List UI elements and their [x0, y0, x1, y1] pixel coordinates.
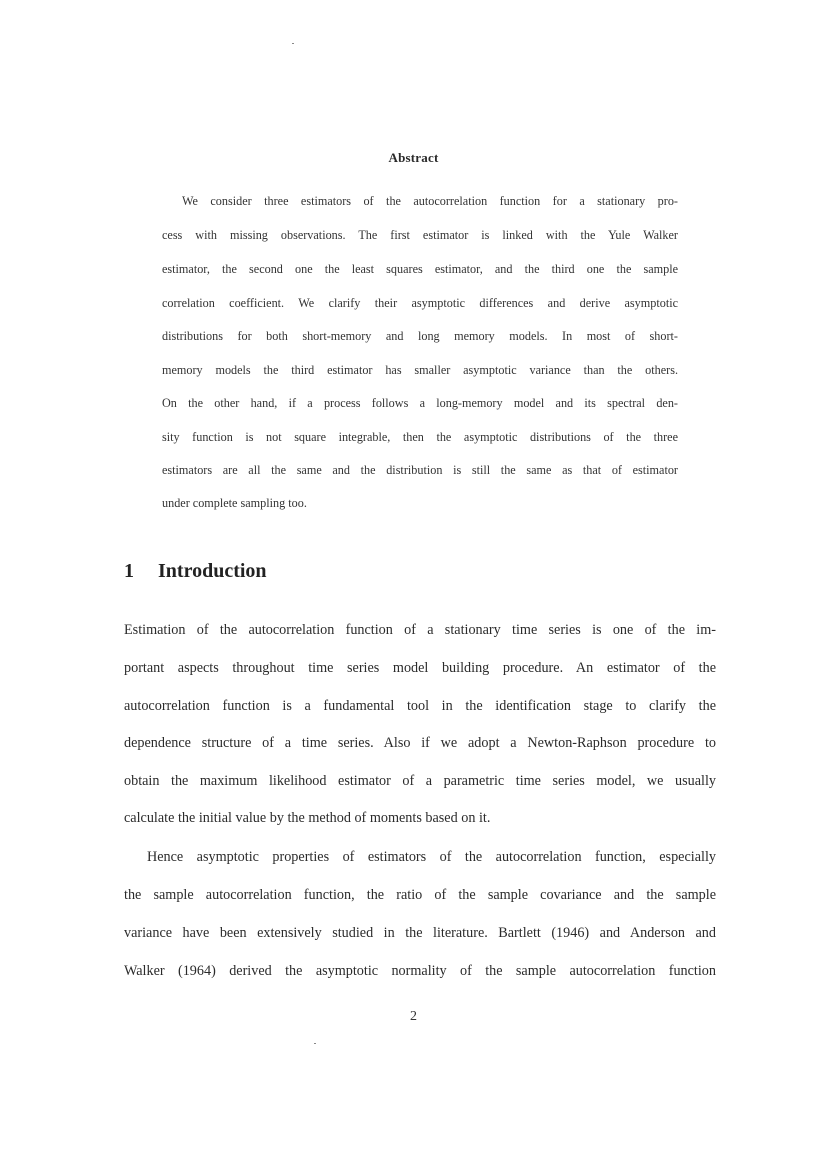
body-line: autocorrelation function is a fundamental tool in the identification stage to clarify the	[124, 698, 716, 714]
abstract-line: sity function is not square integrable, then the asymptotic distributions of the three	[162, 430, 678, 444]
body-line: dependence structure of a time series. Also if we adopt a Newton-Raphson procedure to	[124, 735, 716, 751]
page-number: 2	[410, 1009, 417, 1024]
abstract-title: Abstract	[388, 150, 439, 165]
body-line: Hence asymptotic properties of estimators of the autocorrelation function, especially	[147, 849, 716, 865]
abstract-line: correlation coefficient. We clarify their asymptotic differences and derive asymptotic	[162, 296, 678, 310]
body-line: variance have been extensively studied in the literature. Bartlett (1946) and Anderson and	[124, 925, 716, 941]
body-line: Estimation of the autocorrelation function of a stationary time series is one of the im-	[124, 622, 716, 638]
abstract-line: cess with missing observations. The first estimator is linked with the Yule Walker	[162, 228, 678, 242]
body-line: Walker (1964) derived the asymptotic normality of the sample autocorrelation function	[124, 963, 716, 979]
abstract-line: memory models the third estimator has smaller asymptotic variance than the others.	[162, 363, 678, 377]
abstract-line: distributions for both short-memory and long memory models. In most of short-	[162, 329, 678, 343]
section-heading	[124, 560, 267, 583]
scan-speck-bottom	[314, 1043, 316, 1044]
abstract-line: On the other hand, if a process follows a long-memory model and its spectral den-	[162, 396, 678, 410]
abstract-line: estimator, the second one the least squares estimator, and the third one the sample	[162, 262, 678, 276]
body-line: the sample autocorrelation function, the ratio of the sample covariance and the sample	[124, 887, 716, 903]
section-number: 1	[124, 560, 134, 582]
body-line: obtain the maximum likelihood estimator of a parametric time series model, we usually	[124, 773, 716, 789]
abstract-line: under complete sampling too.	[162, 496, 307, 510]
section-title: Introduction	[158, 560, 267, 582]
abstract-line: estimators are all the same and the distribution is still the same as that of estimator	[162, 463, 678, 477]
body-line: portant aspects throughout time series model building procedure. An estimator of the	[124, 660, 716, 676]
body-line: calculate the initial value by the method of moments based on it.	[124, 810, 491, 826]
scan-speck-top	[292, 43, 294, 44]
abstract-line: We consider three estimators of the autocorrelation function for a stationary pro-	[182, 194, 678, 208]
